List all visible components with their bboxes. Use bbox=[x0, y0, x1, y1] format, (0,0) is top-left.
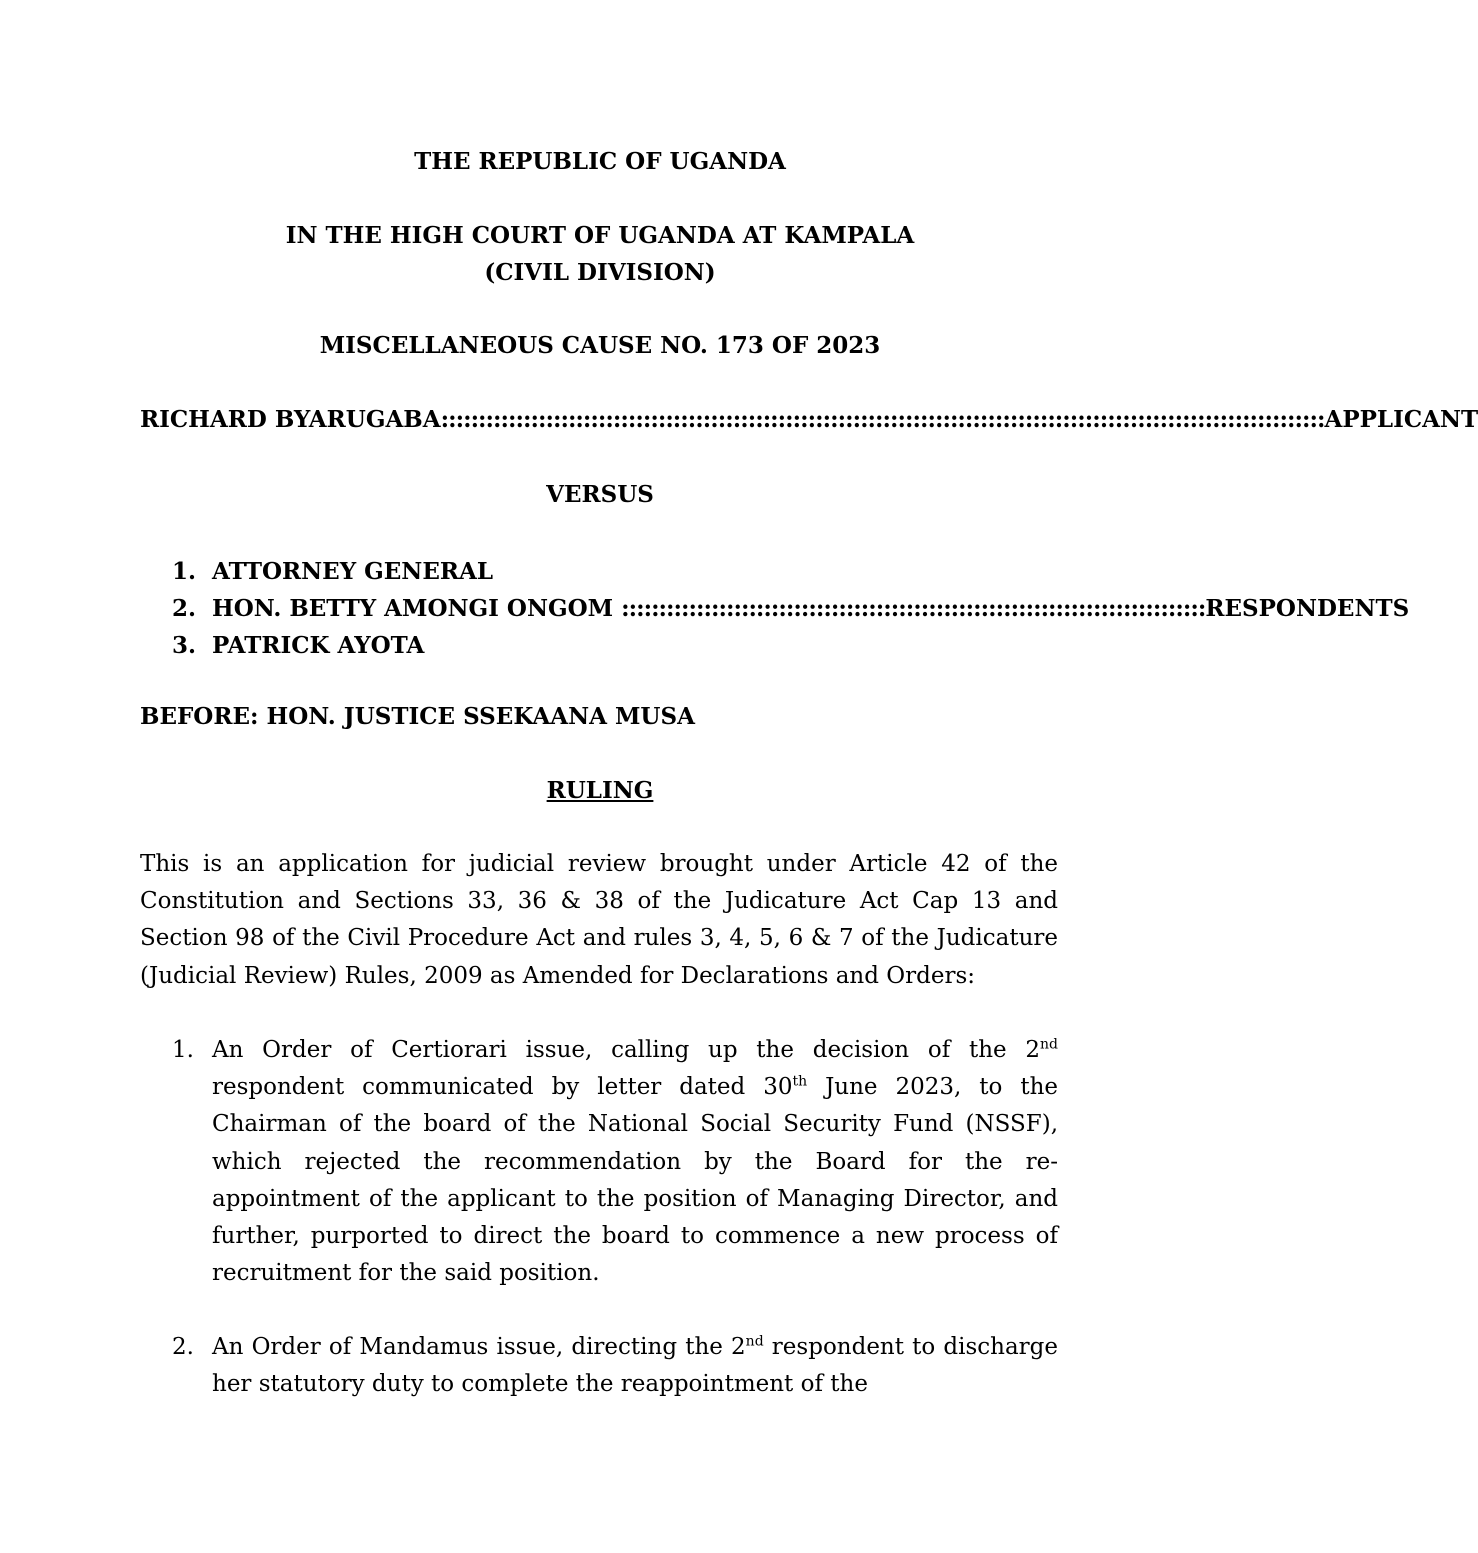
respondent-name: ATTORNEY GENERAL bbox=[212, 558, 493, 585]
ruling-title-text: RULING bbox=[546, 777, 654, 804]
respondent-number: 1. bbox=[172, 558, 197, 585]
order-text-part: respondent communicated by letter dated 30 bbox=[212, 1074, 793, 1101]
division-heading: (CIVIL DIVISION) bbox=[484, 259, 716, 286]
respondent-name: HON. BETTY AMONGI ONGOM bbox=[212, 595, 614, 622]
applicant-dots: :::::::::::::::::::::::::::::::::::::::::::::::::::::::::::::::::::::::::::::::::::::::::::::::::::::::::::::::::::::: bbox=[440, 406, 1325, 433]
order-item bbox=[172, 1329, 1058, 1403]
applicant-line bbox=[140, 405, 1478, 435]
respondent-number: 3. bbox=[172, 632, 197, 659]
order-text-part: respondent to discharge her statutory duty to complete the reappointment of the bbox=[212, 1334, 1059, 1398]
respondent-item bbox=[172, 590, 1410, 627]
orders-list bbox=[172, 1032, 1058, 1292]
orders-list-continued bbox=[172, 1329, 1058, 1403]
order-text-part: June 2023, to the Chairman of the board of the National Social Security Fund (NSSF), which rejected the recommendation by the Board for the re-appointment of the applicant to the position of Managing Director, and further, purported to direct the board to commence a new process of recruitment for the said position. bbox=[212, 1074, 1058, 1287]
court-heading: IN THE HIGH COURT OF UGANDA AT KAMPALA bbox=[285, 222, 915, 249]
respondent-dots: :::::::::::::::::::::::::::::::::::::::::::::::::::::::::::::::::::::::::::::: bbox=[621, 595, 1206, 622]
order-text bbox=[212, 1329, 1058, 1403]
intro-paragraph: This is an application for judicial review brought under Article 42 of the Constitution and Sections 33, 36 & 38 of the Judicature Act Cap 13 and Section 98 of the Civil Procedure Act and rules 3, 4, 5, 6 & 7 of the Judicature (Judicial Review) Rules, 2009 as Amended for Declarations and Orders: bbox=[140, 851, 1058, 989]
respondents-role: RESPONDENTS bbox=[1205, 595, 1410, 622]
order-superscript: th bbox=[792, 1073, 808, 1090]
order-superscript: nd bbox=[1040, 1036, 1058, 1053]
respondent-item bbox=[172, 553, 1060, 590]
respondent-number: 2. bbox=[172, 595, 197, 622]
order-number: 1. bbox=[172, 1037, 194, 1063]
order-superscript: nd bbox=[745, 1333, 764, 1350]
republic-heading: THE REPUBLIC OF UGANDA bbox=[414, 148, 786, 175]
respondent-item bbox=[172, 627, 1060, 664]
order-item bbox=[172, 1032, 1058, 1292]
order-text-part: An Order of Certiorari issue, calling up the decision of the 2 bbox=[212, 1037, 1041, 1063]
order-text bbox=[212, 1032, 1058, 1292]
cause-number: MISCELLANEOUS CAUSE NO. 173 OF 2023 bbox=[319, 332, 881, 359]
before-judge: BEFORE: HON. JUSTICE SSEKAANA MUSA bbox=[140, 703, 695, 730]
versus-heading: VERSUS bbox=[546, 481, 654, 508]
applicant-role: APPLICANT bbox=[1324, 406, 1478, 433]
respondents-list bbox=[172, 553, 1410, 664]
applicant-name: RICHARD BYARUGABA bbox=[140, 406, 441, 433]
respondent-name: PATRICK AYOTA bbox=[212, 632, 425, 659]
ruling-title bbox=[0, 776, 1200, 806]
order-number: 2. bbox=[172, 1334, 194, 1360]
order-text-part: An Order of Mandamus issue, directing the 2 bbox=[212, 1334, 746, 1360]
